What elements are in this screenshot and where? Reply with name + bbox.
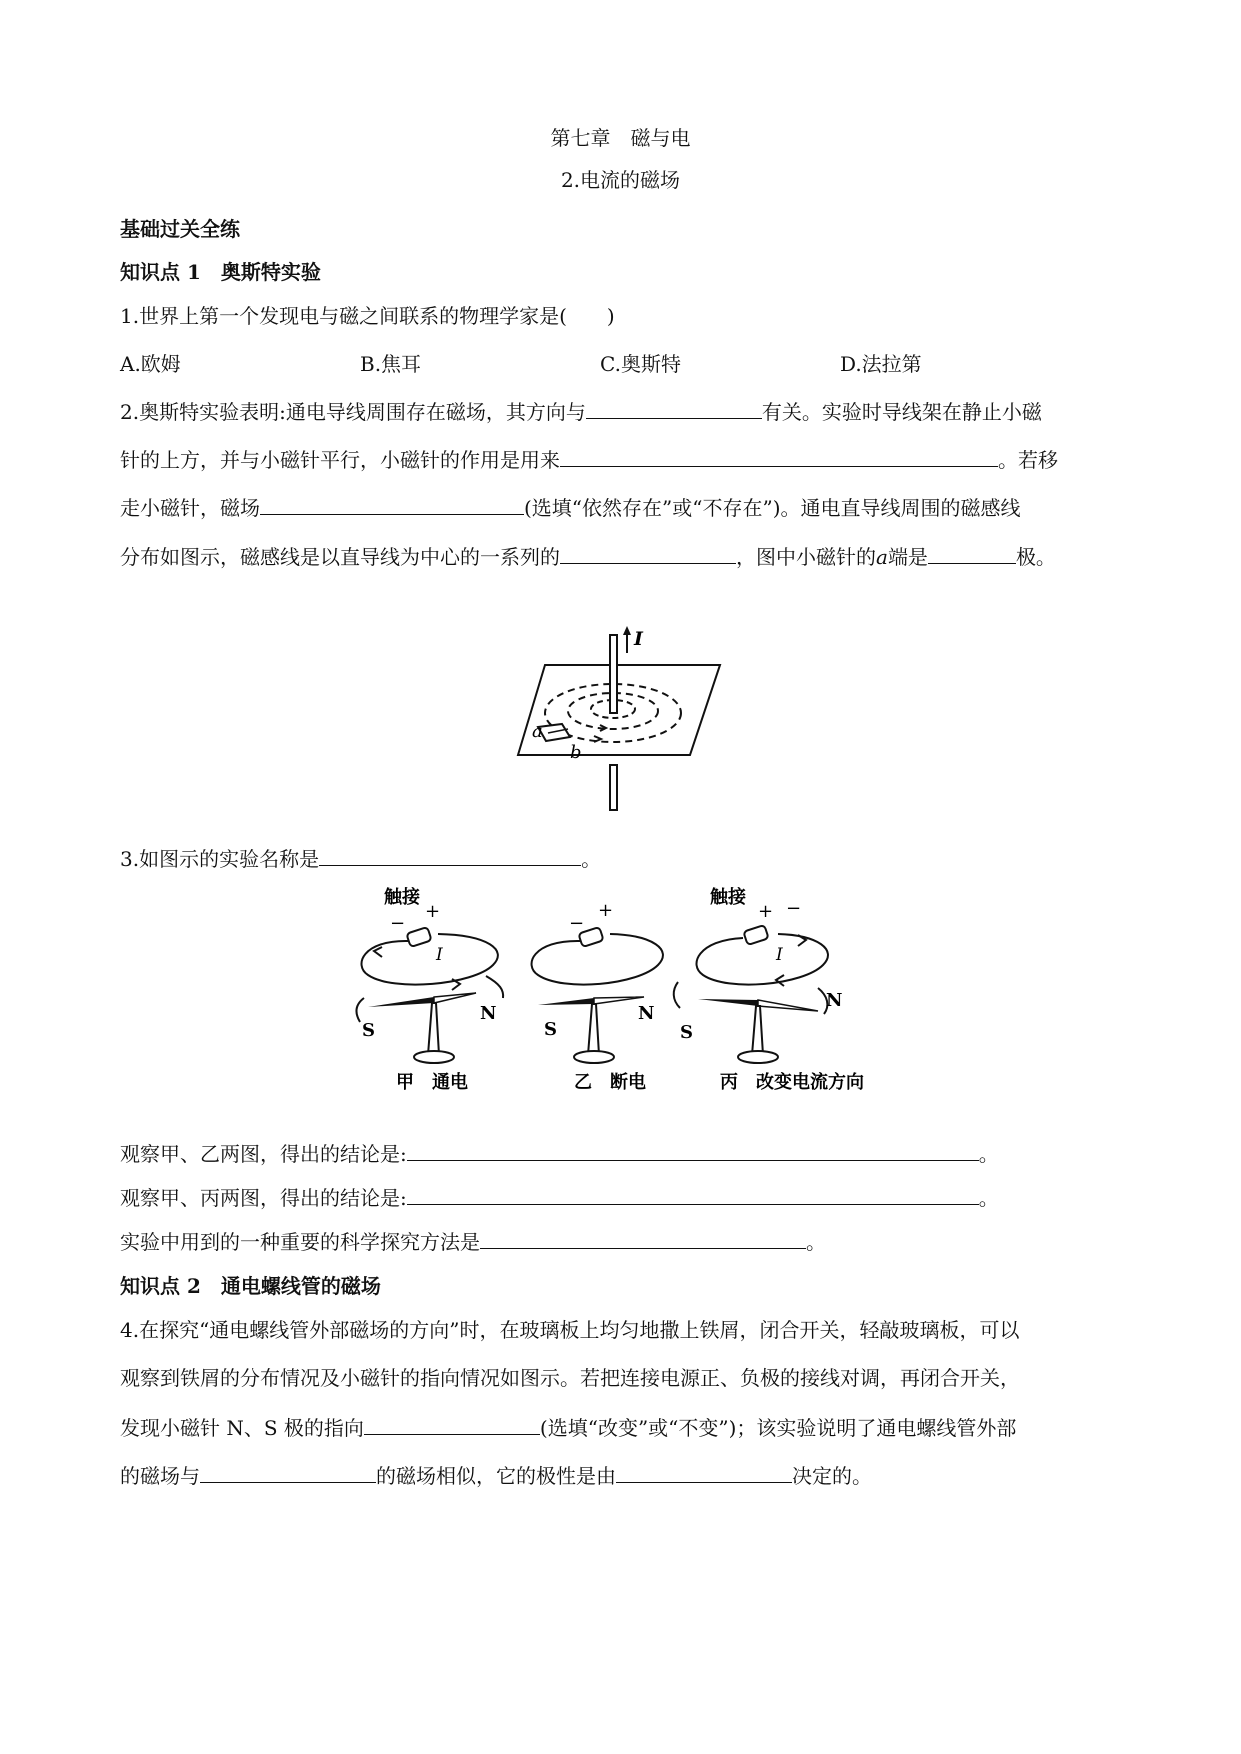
q4-text: 决定的。 bbox=[792, 1464, 872, 1488]
q4-text: (选填“改变”或“不变”)；该实验说明了通电螺线管外部 bbox=[539, 1416, 1017, 1440]
answer-blank[interactable] bbox=[200, 1460, 376, 1483]
touch-label: 触接 bbox=[710, 887, 746, 908]
compass-needle bbox=[594, 997, 644, 1004]
answer-blank[interactable] bbox=[560, 541, 736, 564]
question-2-line-3 bbox=[120, 492, 1021, 522]
answer-blank[interactable] bbox=[364, 1412, 540, 1435]
compass-base bbox=[414, 1051, 454, 1063]
panel-jia bbox=[357, 886, 504, 1093]
current-label: I bbox=[436, 945, 443, 965]
compass-stand bbox=[588, 1004, 599, 1055]
q2-text: 极。 bbox=[1015, 545, 1056, 569]
wire-loop bbox=[696, 934, 827, 985]
q2-text: 2.奥斯特实验表明:通电导线周围存在磁场，其方向与 bbox=[120, 400, 586, 424]
current-direction-arrow bbox=[374, 947, 382, 957]
option-b: B.焦耳 bbox=[360, 352, 422, 376]
question-4-line-1: 4.在探究“通电螺线管外部磁场的方向”时，在玻璃板上均匀地撒上铁屑，闭合开关，轻敲玻璃板，可以 bbox=[120, 1318, 1020, 1342]
rotation-arrow bbox=[486, 976, 503, 998]
q3-text: 。 bbox=[581, 847, 602, 871]
compass-needle bbox=[368, 997, 434, 1007]
q3-text: 。 bbox=[978, 1142, 999, 1166]
south-pole-label: S bbox=[544, 1019, 557, 1040]
question-2-line-1 bbox=[120, 396, 1042, 426]
compass-base bbox=[738, 1051, 778, 1063]
minus-sign: − bbox=[390, 913, 406, 934]
touch-label: 触接 bbox=[384, 887, 420, 908]
oersted-experiment-figure bbox=[348, 880, 908, 1100]
question-1-options bbox=[120, 350, 1020, 378]
q3-text: 。 bbox=[806, 1230, 826, 1254]
section-title: 2.电流的磁场 bbox=[560, 168, 681, 192]
q2-text: 有关。实验时导线架在静止小磁 bbox=[761, 400, 1042, 424]
question-4-line-2: 观察到铁屑的分布情况及小磁针的指向情况如图示。若把连接电源正、负极的接线对调，再闭合开关， bbox=[120, 1366, 1020, 1390]
question-4-line-3 bbox=[120, 1412, 1016, 1442]
battery-icon bbox=[406, 927, 431, 947]
question-3-observation-1 bbox=[120, 1138, 999, 1168]
knowledge-point-1-title: 知识点 1 奥斯特实验 bbox=[120, 260, 321, 284]
north-pole-label: N bbox=[638, 1003, 655, 1024]
q2-text: ，图中小磁针的 bbox=[736, 545, 876, 569]
caption-bing: 丙 改变电流方向 bbox=[720, 1072, 864, 1093]
answer-blank[interactable] bbox=[928, 541, 1016, 564]
answer-blank[interactable] bbox=[586, 396, 762, 419]
q4-text: 的磁场与 bbox=[120, 1464, 200, 1488]
rotation-arrow bbox=[357, 998, 364, 1022]
question-1-stem: 1.世界上第一个发现电与磁之间联系的物理学家是( ) bbox=[120, 304, 615, 328]
answer-blank[interactable] bbox=[319, 843, 581, 866]
compass-needle bbox=[758, 1000, 818, 1011]
north-pole-label: N bbox=[826, 990, 843, 1011]
panel-bing bbox=[674, 886, 864, 1093]
answer-blank[interactable] bbox=[616, 1460, 792, 1483]
knowledge-point-2-title: 知识点 2 通电螺线管的磁场 bbox=[120, 1274, 381, 1298]
q2-italic-a: a bbox=[876, 545, 888, 569]
rotation-arrow bbox=[674, 982, 680, 1008]
compass-stand bbox=[752, 1006, 763, 1055]
q3-text: 观察甲、丙两图，得出的结论是: bbox=[120, 1186, 407, 1210]
chapter-title: 第七章 磁与电 bbox=[550, 126, 691, 150]
question-3-stem bbox=[120, 843, 601, 873]
q2-text: 分布如图示，磁感线是以直导线为中心的一系列的 bbox=[120, 545, 560, 569]
current-arrow-head bbox=[623, 626, 631, 635]
straight-wire-field-figure bbox=[510, 625, 730, 815]
q4-text: 的磁场相似，它的极性是由 bbox=[376, 1464, 616, 1488]
north-pole-label: N bbox=[480, 1003, 497, 1024]
q2-text: 针的上方，并与小磁针平行，小磁针的作用是用来 bbox=[120, 448, 560, 472]
question-2-line-2 bbox=[120, 444, 1058, 474]
answer-blank[interactable] bbox=[260, 492, 524, 515]
option-a: A.欧姆 bbox=[120, 352, 181, 376]
needle-end-a: a bbox=[532, 721, 543, 742]
option-d: D.法拉第 bbox=[840, 352, 922, 376]
q2-text: 走小磁针，磁场 bbox=[120, 496, 260, 520]
answer-blank[interactable] bbox=[480, 1226, 806, 1249]
minus-sign: − bbox=[786, 898, 802, 919]
answer-blank[interactable] bbox=[560, 444, 998, 467]
compass-stand bbox=[428, 1003, 439, 1055]
wire-lower bbox=[610, 765, 617, 810]
plus-sign: + bbox=[758, 901, 774, 922]
plus-sign: + bbox=[425, 901, 441, 922]
q3-text: 实验中用到的一种重要的科学探究方法是 bbox=[120, 1230, 480, 1254]
south-pole-label: S bbox=[680, 1022, 693, 1043]
practice-title: 基础过关全练 bbox=[120, 217, 240, 241]
caption-yi: 乙 断电 bbox=[574, 1072, 646, 1093]
option-c: C.奥斯特 bbox=[600, 352, 681, 376]
compass-needle bbox=[538, 998, 594, 1005]
needle-end-b: b bbox=[570, 742, 582, 763]
current-label: I bbox=[634, 628, 643, 650]
question-2-line-4 bbox=[120, 541, 1056, 571]
q2-text: 。若移 bbox=[998, 448, 1058, 472]
answer-blank[interactable] bbox=[407, 1138, 979, 1161]
q2-text: 端是 bbox=[887, 545, 928, 569]
plus-sign: + bbox=[598, 900, 614, 921]
compass-base bbox=[574, 1051, 614, 1063]
q3-text: 3.如图示的实验名称是 bbox=[120, 847, 320, 871]
q3-text: 。 bbox=[978, 1186, 999, 1210]
panel-yi bbox=[532, 900, 663, 1093]
q4-text: 发现小磁针 N、S 极的指向 bbox=[120, 1416, 364, 1440]
current-label: I bbox=[776, 945, 783, 965]
q2-text: (选填“依然存在”或“不存在”)。通电直导线周围的磁感线 bbox=[524, 496, 1021, 520]
q3-text: 观察甲、乙两图，得出的结论是: bbox=[120, 1142, 407, 1166]
question-4-line-4 bbox=[120, 1460, 872, 1490]
wire-upper bbox=[610, 635, 617, 713]
battery-icon bbox=[743, 925, 768, 945]
caption-jia: 甲 通电 bbox=[396, 1072, 468, 1093]
question-3-observation-2 bbox=[120, 1182, 999, 1212]
compass-needle bbox=[434, 993, 476, 1003]
compass-needle bbox=[698, 999, 758, 1006]
south-pole-label: S bbox=[362, 1020, 375, 1041]
field-direction-arrow bbox=[594, 736, 601, 742]
minus-sign: − bbox=[569, 913, 585, 934]
answer-blank[interactable] bbox=[407, 1182, 979, 1205]
question-3-method bbox=[120, 1226, 826, 1256]
